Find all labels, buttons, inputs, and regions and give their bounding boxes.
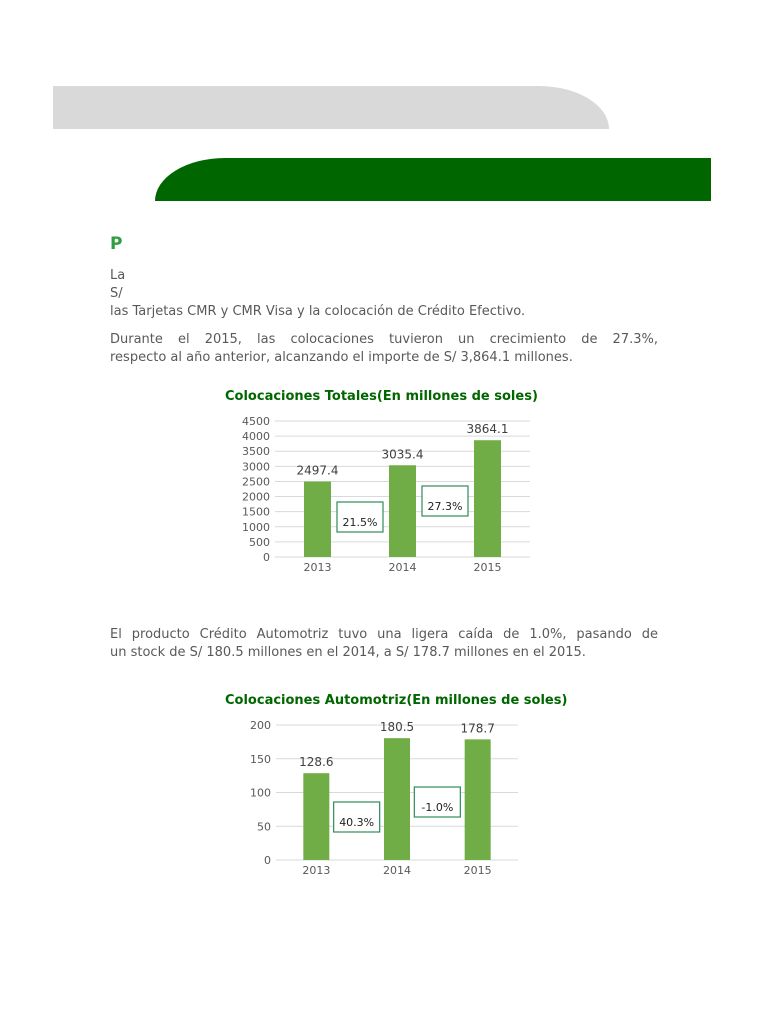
y-tick-label: 2000: [242, 490, 270, 504]
data-label: 128.6: [299, 755, 334, 770]
growth-label: 21.5%: [342, 516, 378, 529]
x-tick-label: 2015: [473, 561, 502, 574]
y-tick-label: 1000: [242, 520, 270, 534]
bar-2015: [465, 739, 491, 860]
intro-line3: las Tarjetas CMR y CMR Visa y la colocación de Crédito Efectivo.: [110, 304, 526, 319]
x-tick-label: 2014: [383, 864, 411, 877]
x-tick-label: 2013: [302, 864, 331, 877]
p3-line2: un stock de S/ 180.5 millones en el 2014, a S/ 178.7 millones en el 2015.: [110, 645, 586, 660]
chart1-title: Colocaciones Totales(En millones de soles): [225, 389, 538, 404]
header-green-band: [155, 158, 711, 201]
y-tick-label: 4000: [242, 430, 270, 444]
bar-2013: [304, 482, 331, 557]
data-label: 2497.4: [296, 463, 339, 478]
growth-label: -1.0%: [421, 801, 454, 814]
intro-fragment-line2: S/: [110, 286, 123, 301]
bar-2014: [389, 465, 416, 557]
y-tick-label: 100: [250, 786, 271, 800]
data-label: 180.5: [379, 720, 415, 735]
y-tick-label: 150: [250, 752, 271, 766]
y-tick-label: 3000: [242, 460, 270, 474]
intro-fragment-line1: La: [110, 268, 126, 283]
y-tick-label: 200: [250, 719, 271, 732]
growth-label: 27.3%: [427, 500, 463, 513]
section-heading: P: [110, 234, 123, 254]
data-label: 3864.1: [466, 422, 509, 437]
x-tick-label: 2014: [388, 561, 417, 574]
y-tick-label: 3500: [242, 445, 270, 459]
p2-line2: respecto al año anterior, alcanzando el importe de S/ 3,864.1 millones.: [110, 350, 573, 365]
paragraph-totals: [110, 331, 658, 367]
y-tick-label: 4500: [242, 415, 270, 428]
data-label: 178.7: [460, 721, 495, 736]
x-tick-label: 2013: [303, 561, 332, 574]
y-tick-label: 0: [264, 854, 271, 867]
bar-2013: [303, 773, 329, 860]
y-tick-label: 0: [263, 551, 270, 564]
bar-2014: [384, 738, 410, 860]
p3-line1: El producto Crédito Automotriz tuvo una ligera caída de 1.0%, pasando de: [110, 627, 658, 642]
header-gray-band: [53, 86, 609, 129]
paragraph-automotriz: [110, 626, 658, 662]
growth-label: 40.3%: [339, 816, 375, 829]
p2-line1: Durante el 2015, las colocaciones tuvieron un crecimiento de 27.3%,: [110, 332, 658, 347]
chart-colocaciones-automotriz: [240, 716, 530, 882]
x-tick-label: 2015: [463, 864, 492, 877]
y-tick-label: 500: [249, 535, 270, 549]
y-tick-label: 1500: [242, 505, 270, 519]
chart-colocaciones-totales: [225, 412, 545, 580]
y-tick-label: 2500: [242, 475, 270, 489]
bar-2015: [474, 440, 501, 557]
chart2-title: Colocaciones Automotriz(En millones de soles): [225, 693, 568, 708]
data-label: 3035.4: [381, 447, 424, 462]
y-tick-label: 50: [257, 820, 271, 834]
intro-paragraph-end: [110, 303, 658, 321]
